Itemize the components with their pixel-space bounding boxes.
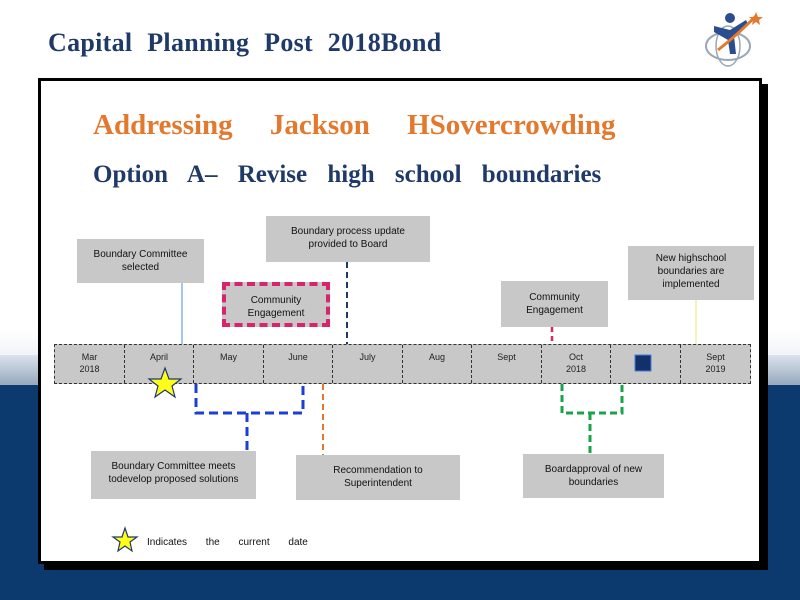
timeline-cell: Sept 2019 [705, 352, 726, 374]
box-boundaries-implemented: New highschool boundaries are implemented [628, 246, 754, 300]
slide-subtitle: Option A– Revise high school boundaries [93, 161, 602, 188]
slide-title: Addressing Jackson HSovercrowding [93, 109, 616, 141]
timeline-cell: Mar 2018 [55, 345, 125, 383]
current-date-star-icon [149, 368, 181, 397]
timeline-cell: Sept [472, 345, 542, 383]
box-community-engagement-1: Community Engagement [222, 282, 330, 327]
slide-panel [38, 78, 762, 564]
legend-text: Indicates the current date [147, 537, 308, 548]
timeline-cell: April [125, 345, 194, 383]
legend-star-icon [113, 528, 137, 551]
timeline-cell: July [333, 345, 403, 383]
box-recommendation: Recommendation to Superintendent [296, 455, 460, 500]
bracket-board-approval [562, 384, 622, 454]
timeline-cell: June [264, 345, 333, 383]
box-board-approval: Boardapproval of new boundaries [523, 454, 664, 498]
timeline-cell: May [194, 345, 264, 383]
connector-lines [41, 81, 765, 567]
box-committee-meets: Boundary Committee meets todevelop proposed solutions [91, 451, 256, 499]
bracket-committee-meets [196, 384, 303, 451]
district-logo-icon [700, 6, 764, 70]
timeline-cell: Aug [403, 345, 472, 383]
timeline-cell: Oct 2018 [542, 345, 611, 383]
box-committee-selected: Boundary Committee selected [77, 239, 204, 283]
box-process-update: Boundary process update provided to Board [266, 216, 430, 262]
box-community-engagement-2: Community Engagement [501, 281, 608, 327]
page-title: Capital Planning Post 2018Bond [48, 28, 442, 57]
current-period-marker [635, 355, 651, 371]
